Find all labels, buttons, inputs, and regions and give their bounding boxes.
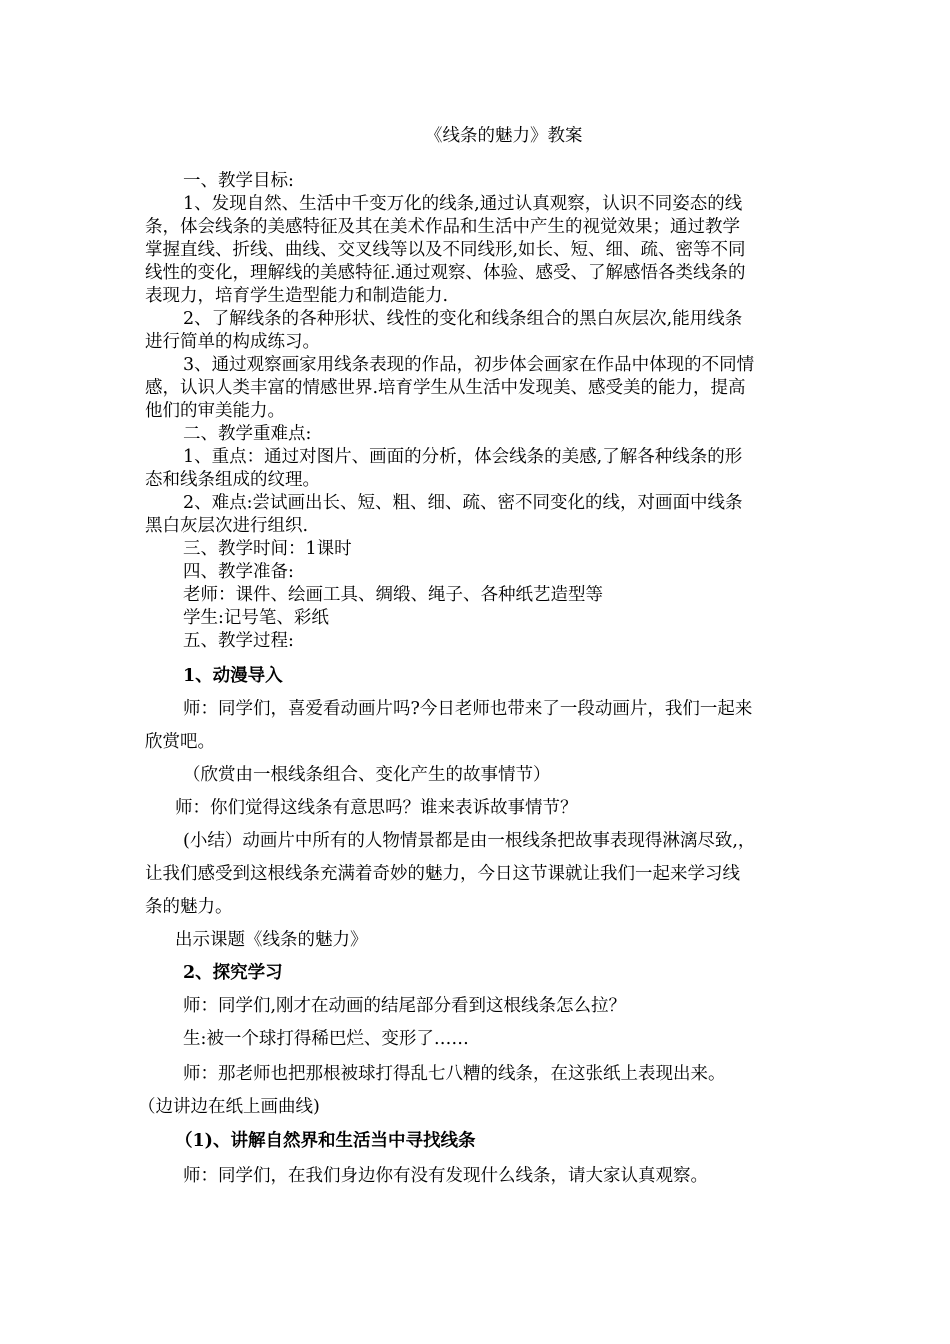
document-title: 《线条的魅力》教案 bbox=[425, 126, 583, 146]
text-line: 师：那老师也把那根被球打得乱七八糟的线条，在这张纸上表现出来。 bbox=[183, 1064, 726, 1084]
text-line: 1、重点：通过对图片、画面的分析，体会线条的美感,了解各种线条的形 bbox=[183, 447, 743, 467]
text-line: 条，体会线条的美感特征及其在美术作品和生活中产生的视觉效果；通过教学 bbox=[145, 217, 740, 237]
text-line: 师：同学们，在我们身边你有没有发现什么线条，请大家认真观察。 bbox=[183, 1166, 708, 1186]
text-line: 进行简单的构成练习。 bbox=[145, 332, 320, 352]
text-line: 师：同学们,刚才在动画的结尾部分看到这根线条怎么拉？ bbox=[183, 996, 627, 1016]
section-heading: 1、动漫导入 bbox=[183, 666, 283, 686]
heading-objectives: 一、教学目标: bbox=[183, 171, 294, 191]
section-heading: 2、探究学习 bbox=[183, 963, 283, 983]
text-line: 让我们感受到这根线条充满着奇妙的魅力，今日这节课就让我们一起来学习线 bbox=[145, 864, 740, 884]
text-line: 2、难点:尝试画出长、短、粗、细、疏、密不同变化的线，对画面中线条 bbox=[183, 493, 743, 513]
text-line: 学生:记号笔、彩纸 bbox=[183, 608, 329, 628]
heading-preparation: 四、教学准备: bbox=[183, 562, 294, 582]
text-line: 出示课题《线条的魅力》 bbox=[175, 930, 368, 950]
text-line: （边讲边在纸上画曲线) bbox=[138, 1097, 320, 1117]
text-line: 线性的变化，理解线的美感特征.通过观察、体验、感受、了解感悟各类线条的 bbox=[145, 263, 746, 283]
text-line: 3、通过观察画家用线条表现的作品，初步体会画家在作品中体现的不同情 bbox=[183, 355, 755, 375]
text-line: 掌握直线、折线、曲线、交叉线等以及不同线形,如长、短、细、疏、密等不同 bbox=[145, 240, 746, 260]
text-line: 条的魅力。 bbox=[145, 897, 233, 917]
text-line: 1、发现自然、生活中千变万化的线条,通过认真观察，认识不同姿态的线 bbox=[183, 194, 743, 214]
subsection-heading: （1)、讲解自然界和生活当中寻找线条 bbox=[175, 1131, 476, 1151]
text-line: 师：你们觉得这线条有意思吗？谁来表诉故事情节？ bbox=[175, 798, 578, 818]
heading-time: 三、教学时间：1课时 bbox=[183, 539, 352, 559]
text-line: 生:被一个球打得稀巴烂、变形了…… bbox=[183, 1029, 469, 1049]
text-line: 黑白灰层次进行组织. bbox=[145, 516, 309, 536]
text-line: 老师：课件、绘画工具、绸缎、绳子、各种纸艺造型等 bbox=[183, 585, 603, 605]
text-line: （欣赏由一根线条组合、变化产生的故事情节） bbox=[183, 765, 551, 785]
heading-process: 五、教学过程: bbox=[183, 631, 294, 651]
heading-key-points: 二、教学重难点: bbox=[183, 424, 312, 444]
text-line: 他们的审美能力。 bbox=[145, 401, 285, 421]
text-line: 2、了解线条的各种形状、线性的变化和线条组合的黑白灰层次,能用线条 bbox=[183, 309, 743, 329]
text-line: 欣赏吧。 bbox=[145, 732, 215, 752]
text-line: 师：同学们，喜爱看动画片吗?今日老师也带来了一段动画片，我们一起来 bbox=[183, 699, 753, 719]
text-line: 感，认识人类丰富的情感世界.培育学生从生活中发现美、感受美的能力，提高 bbox=[145, 378, 746, 398]
text-line: 表现力，培育学生造型能力和制造能力. bbox=[145, 286, 449, 306]
text-line: (小结）动画片中所有的人物情景都是由一根线条把故事表现得淋漓尽致,， bbox=[183, 831, 756, 851]
text-line: 态和线条组成的纹理。 bbox=[145, 470, 320, 490]
